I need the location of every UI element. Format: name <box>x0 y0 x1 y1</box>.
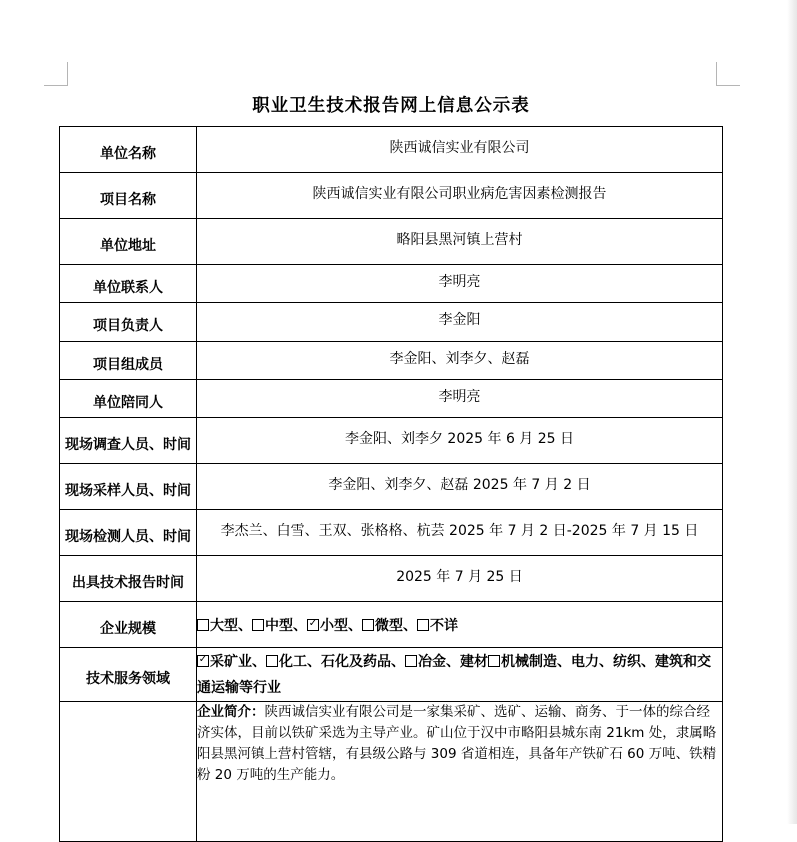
table-row <box>60 173 723 219</box>
table-row-scale <box>60 602 723 648</box>
scale-checkbox-unknown <box>417 619 429 631</box>
table-row <box>60 464 723 510</box>
row-label: 出具技术报告时间 <box>60 556 197 602</box>
scale-checkbox-small-checked <box>307 619 319 631</box>
table-row <box>60 342 723 380</box>
row-label: 项目负责人 <box>60 303 197 342</box>
scale-option-text: 大型、 <box>210 617 252 634</box>
scale-option-text: 不详 <box>430 617 458 634</box>
document-title: 职业卫生技术报告网上信息公示表 <box>252 96 530 116</box>
row-label: 单位名称 <box>60 127 197 173</box>
page-margin-corner-top-left <box>44 62 68 86</box>
info-table <box>59 126 723 842</box>
row-value: 2025 年 7 月 25 日 <box>197 556 723 602</box>
row-value: 陕西诚信实业有限公司 <box>197 127 723 173</box>
row-value: 李金阳、刘李夕、赵磊 <box>197 342 723 380</box>
table-row <box>60 418 723 464</box>
scale-checkbox-medium <box>252 619 264 631</box>
intro-text: 陕西诚信实业有限公司是一家集采矿、选矿、运输、商务、于一体的综合经济实体，目前以铁矿采选为主导产业。矿山位于汉中市略阳县城东南 21km 处，隶属略阳县黑河镇上营村管辖，有县级公路与 309 省道相连，具备年产铁矿石 60 万吨、铁精粉 20 万吨的生产能力。 <box>197 704 717 783</box>
intro-label: 企业简介： <box>197 704 265 720</box>
domain-label: 技术服务领域 <box>60 648 197 702</box>
domain-checkbox-metallurgy <box>405 655 417 667</box>
row-value: 陕西诚信实业有限公司职业病危害因素检测报告 <box>197 173 723 219</box>
row-value: 李金阳、刘李夕、赵磊 2025 年 7 月 2 日 <box>197 464 723 510</box>
domain-checkbox-mining-checked <box>197 655 209 667</box>
page-margin-corner-top-right <box>716 62 740 86</box>
row-value: 李金阳 <box>197 303 723 342</box>
page-edge-shadow <box>787 0 797 824</box>
row-label: 现场检测人员、时间 <box>60 510 197 556</box>
scale-label: 企业规模 <box>60 602 197 648</box>
row-label: 项目名称 <box>60 173 197 219</box>
row-value: 李明亮 <box>197 265 723 303</box>
row-label: 单位联系人 <box>60 265 197 303</box>
company-intro <box>197 702 723 842</box>
row-label: 单位陪同人 <box>60 380 197 418</box>
intro-label-cell <box>60 702 197 842</box>
table-row-domain <box>60 648 723 702</box>
row-label: 单位地址 <box>60 219 197 265</box>
scale-option-text: 微型、 <box>375 617 417 634</box>
table-row <box>60 265 723 303</box>
row-value: 略阳县黑河镇上营村 <box>197 219 723 265</box>
row-label: 现场调查人员、时间 <box>60 418 197 464</box>
table-row <box>60 380 723 418</box>
domain-option-text: 化工、石化及药品、 <box>279 653 405 670</box>
row-value: 李金阳、刘李夕 2025 年 6 月 25 日 <box>197 418 723 464</box>
table-row <box>60 127 723 173</box>
table-row <box>60 510 723 556</box>
table-row <box>60 303 723 342</box>
row-label: 现场采样人员、时间 <box>60 464 197 510</box>
domain-options <box>197 648 723 702</box>
domain-option-text: 冶金、建材 <box>418 653 488 670</box>
table-row <box>60 556 723 602</box>
domain-checkbox-chemical <box>266 655 278 667</box>
domain-checkbox-machinery <box>488 655 500 667</box>
row-value: 李明亮 <box>197 380 723 418</box>
scale-checkbox-micro <box>362 619 374 631</box>
scale-options <box>197 602 723 648</box>
scale-checkbox-large <box>197 619 209 631</box>
domain-option-text: 机械制造、电力、纺织、建筑和交通运输等行业 <box>197 653 711 696</box>
row-label: 项目组成员 <box>60 342 197 380</box>
table-row <box>60 219 723 265</box>
domain-option-text: 采矿业、 <box>210 653 266 670</box>
row-value: 李杰兰、白雪、王双、张格格、杭芸 2025 年 7 月 2 日-2025 年 7 月 15 日 <box>197 510 723 556</box>
scale-option-text: 中型、 <box>265 617 307 634</box>
table-row-intro <box>60 702 723 842</box>
scale-option-text: 小型、 <box>320 617 362 634</box>
